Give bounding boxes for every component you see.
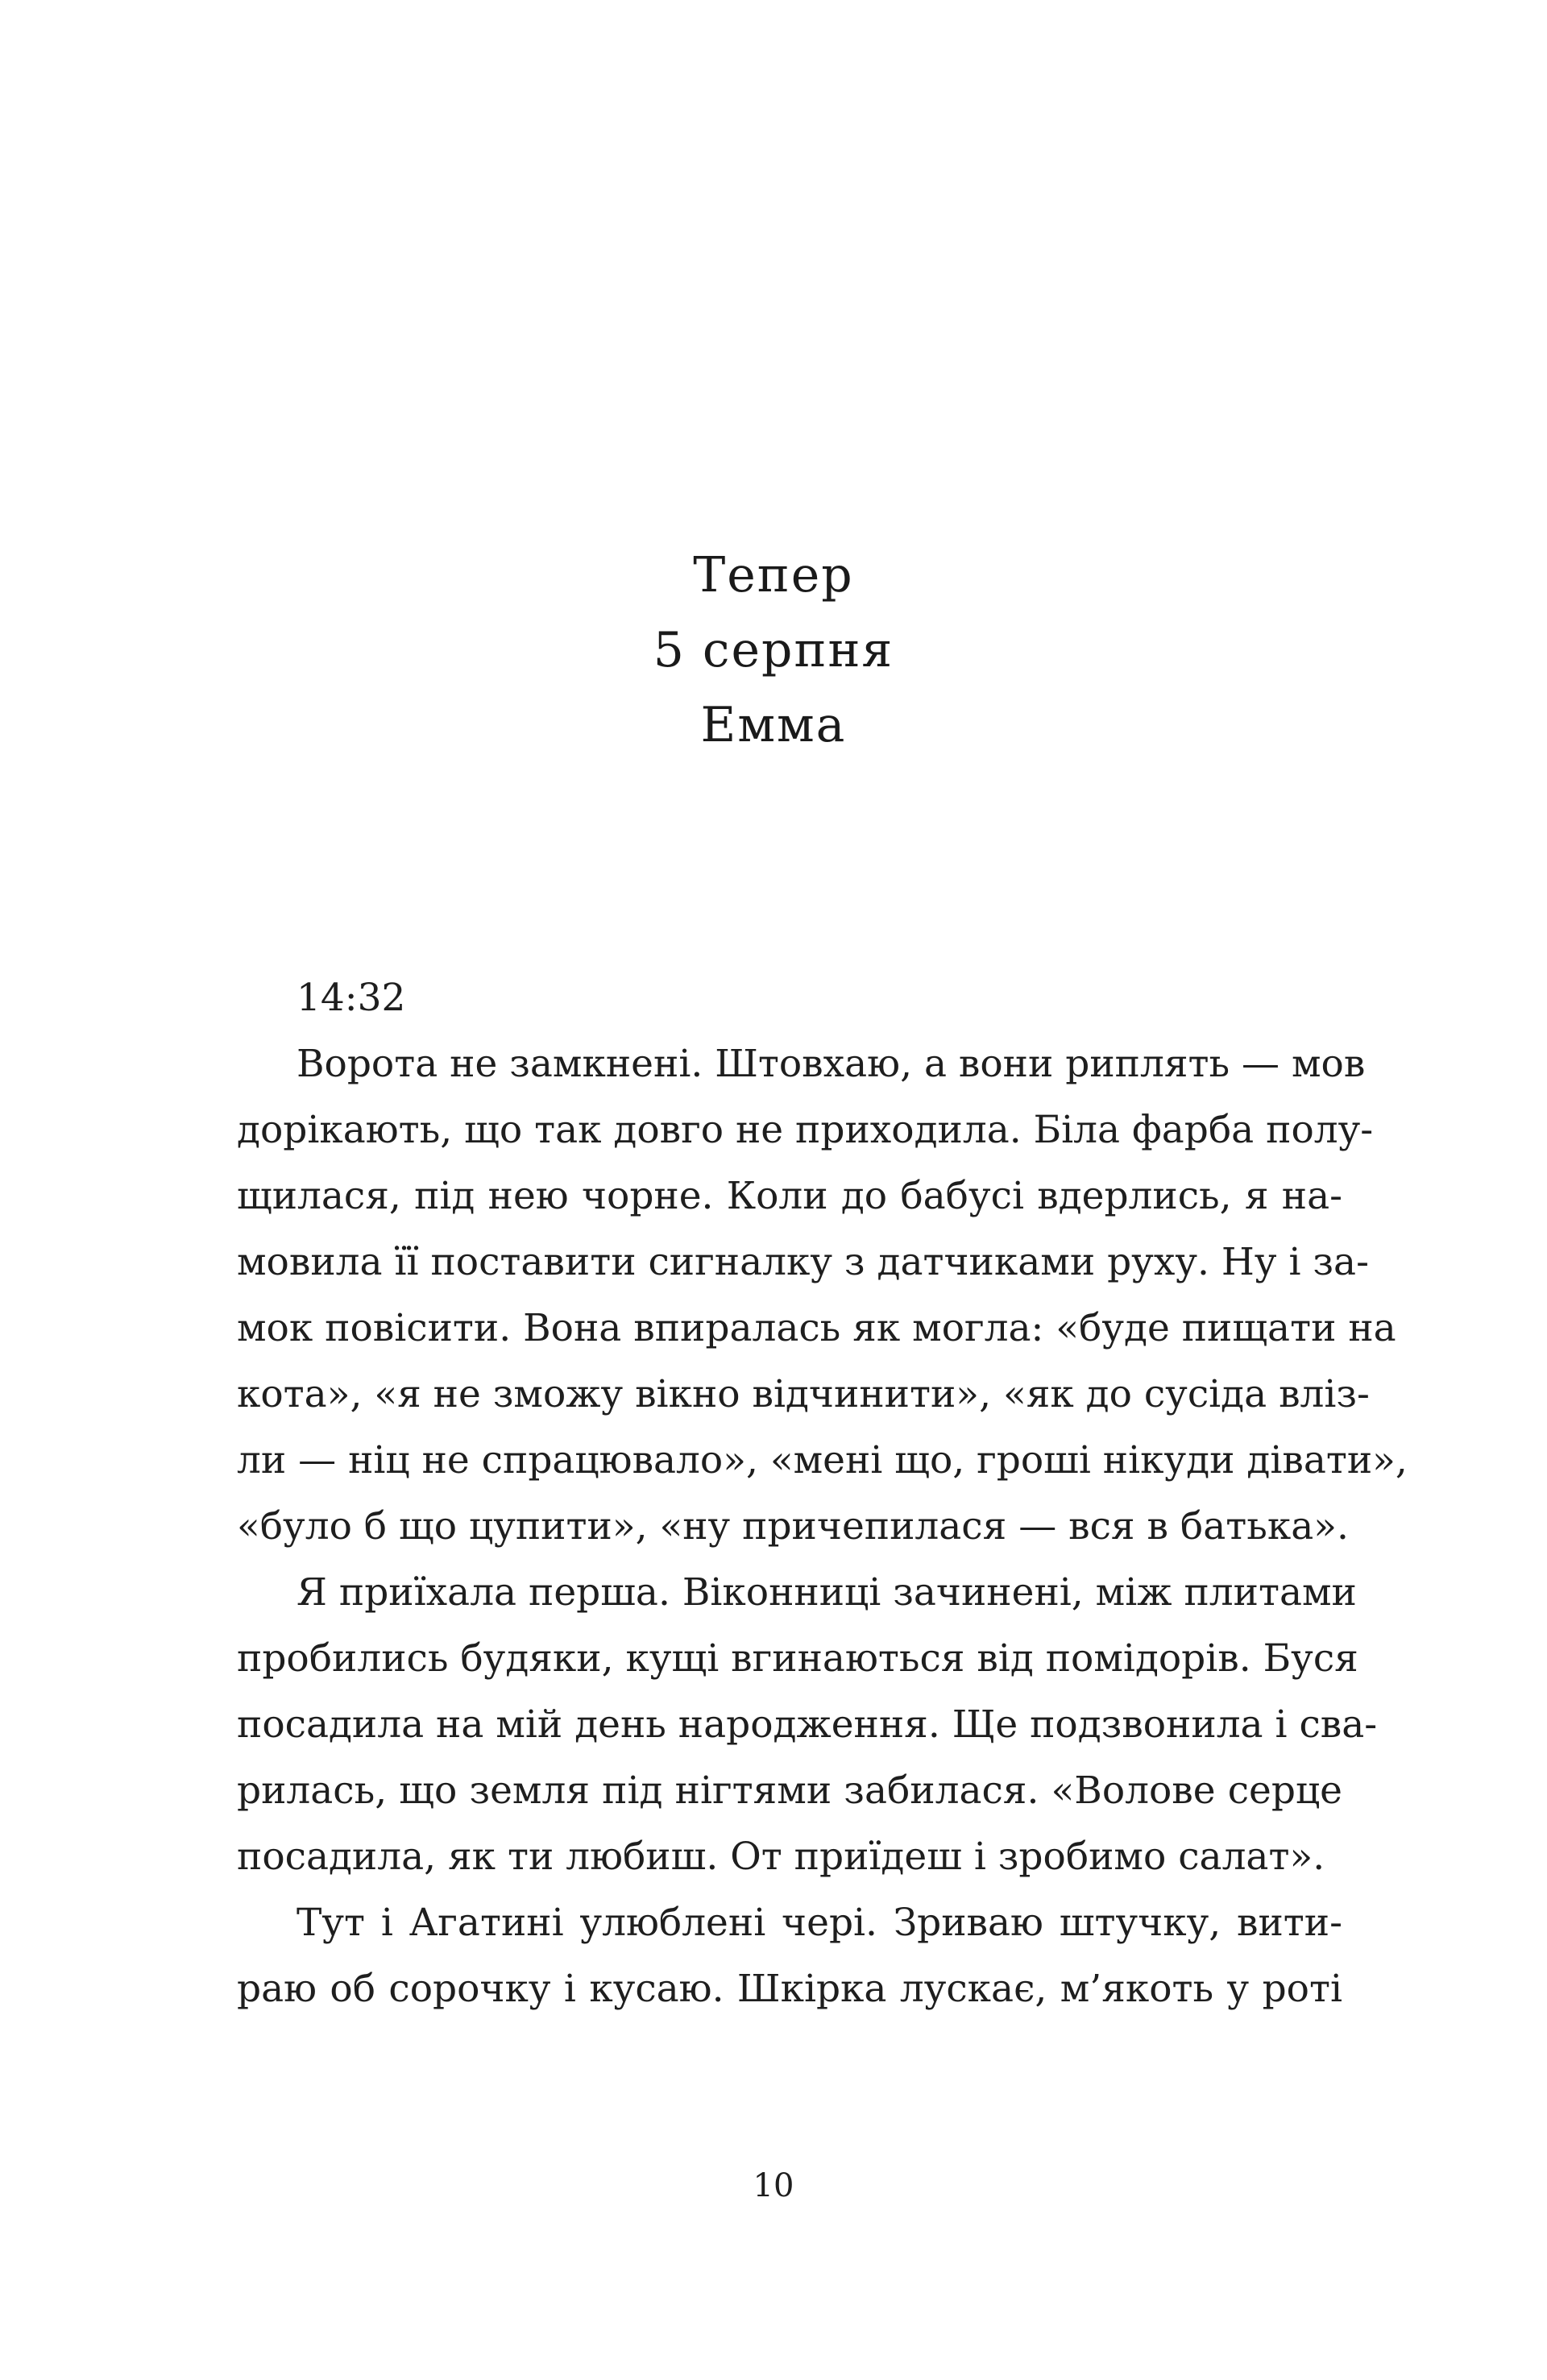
- chapter-heading-narrator: Емма: [700, 697, 847, 753]
- text-line: пробились будяки, кущі вгинаються від помідорів. Буся: [237, 1636, 1358, 1681]
- text-line: посадила на мій день народження. Ще подзвонила і сва-: [237, 1702, 1378, 1747]
- text-line: дорікають, що так довго не приходила. Біла фарба полу-: [237, 1108, 1374, 1152]
- paragraph: [237, 1560, 1378, 1890]
- text-line: ли — ніц не спрацювало», «мені що, гроші нікуди дівати»,: [237, 1438, 1408, 1482]
- chapter-heading: [0, 538, 1547, 763]
- text-line: Ворота не замкнені. Штовхаю, а вони риплять — мов: [297, 1042, 1366, 1086]
- text-line: посадила, як ти любиш. От приїдеш і зробимо салат».: [237, 1835, 1325, 1879]
- paragraph: [237, 1890, 1342, 2022]
- text-line: «було б що цупити», «ну причепилася — вся в батька».: [237, 1504, 1349, 1549]
- text-line: щилася, під нею чорне. Коли до бабусі вдерлись, я на-: [237, 1174, 1342, 1218]
- text-line: Я приїхала перша. Віконниці зачинені, між плитами: [297, 1570, 1357, 1615]
- text-line: раю об сорочку і кусаю. Шкірка лускає, м’якоть у роті: [237, 1967, 1342, 2011]
- body-text: [237, 965, 1408, 2022]
- text-line: мок повісити. Вона впиралась як могла: «буде пищати на: [237, 1306, 1396, 1350]
- paragraph: [237, 1031, 1408, 1560]
- text-line: кота», «я не зможу вікно відчинити», «як до сусіда вліз-: [237, 1372, 1370, 1416]
- timestamp: 14:32: [297, 976, 406, 1020]
- text-line: Тут і Агатині улюблені чері. Зриваю штучку, вити-: [297, 1901, 1342, 1945]
- chapter-heading-date: 5 серпня: [653, 622, 894, 678]
- chapter-heading-time-label: Тепер: [693, 547, 854, 603]
- text-line: мовила її поставити сигналку з датчиками руху. Ну і за-: [237, 1240, 1369, 1284]
- text-line: рилась, що земля під нігтями забилася. «Волове серце: [237, 1768, 1342, 1813]
- page-number: 10: [753, 2167, 794, 2204]
